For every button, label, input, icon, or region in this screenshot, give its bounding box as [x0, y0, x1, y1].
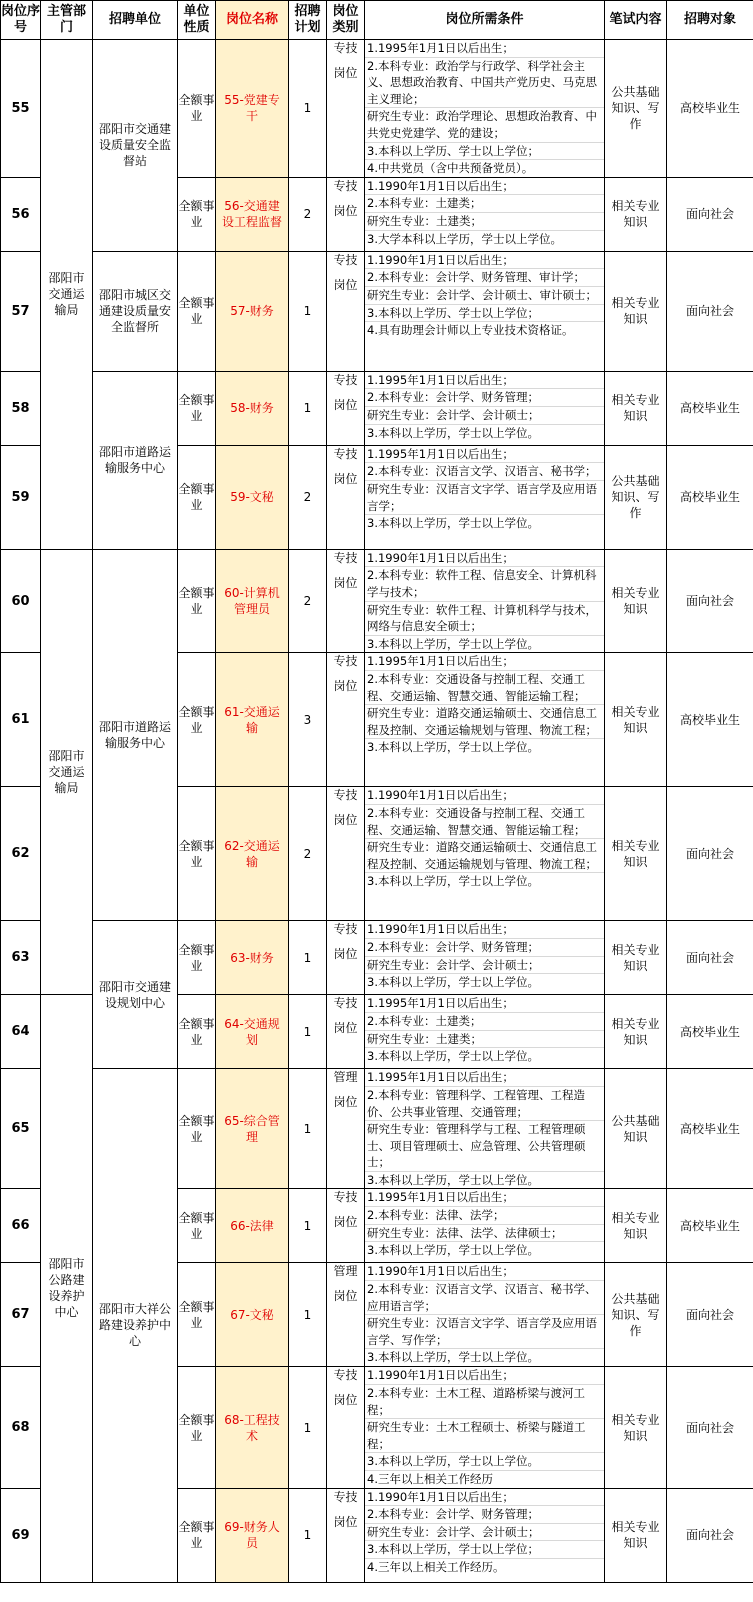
condition-line: 2.本科专业：管理科学、工程管理、工程造价、公共事业管理、交通管理；	[365, 1087, 604, 1121]
category-line: 专技	[333, 922, 358, 937]
nature-cell: 全额事业	[178, 1263, 216, 1367]
condition-line: 3.本科以上学历，学士以上学位。	[367, 975, 539, 990]
dept-cell: 邵阳市公路建设养护中心	[41, 995, 93, 1582]
target-cell: 高校毕业生	[667, 653, 753, 787]
condition-line: 研究生专业：会计学、会计硕士、审计硕士；	[365, 287, 604, 305]
condition-line: 1.1990年1月1日以后出生；	[365, 1367, 604, 1385]
header-exam: 笔试内容	[605, 1, 667, 40]
condition-line: 2.本科专业：会计学、财务管理；	[365, 1506, 604, 1524]
category-line: 专技	[333, 1489, 358, 1504]
exam-cell: 相关专业知识	[605, 995, 667, 1069]
post-name-cell: 61-交通运输	[216, 653, 289, 787]
post-name-cell: 58-财务	[216, 371, 289, 445]
target-cell: 高校毕业生	[667, 1189, 753, 1263]
conditions-cell	[365, 653, 605, 787]
category-line: 岗位	[333, 575, 358, 590]
condition-line: 3.本科以上学历，学士以上学位。	[367, 425, 539, 440]
category-line: 专技	[333, 1190, 358, 1205]
target-cell: 面向社会	[667, 177, 753, 251]
post-name-cell: 69-财务人员	[216, 1488, 289, 1582]
dept-cell: 邵阳市交通运输局	[41, 549, 93, 995]
condition-line: 2.本科专业：会计学、财务管理；	[365, 939, 604, 957]
plan-cell: 2	[289, 177, 327, 251]
row-index: 59	[1, 445, 41, 549]
condition-line: 1.1990年1月1日以后出生；	[365, 1263, 604, 1281]
category-line: 岗位	[333, 679, 358, 694]
target-cell: 高校毕业生	[667, 995, 753, 1069]
plan-cell: 2	[289, 549, 327, 653]
post-name-cell: 68-工程技术	[216, 1367, 289, 1488]
conditions-cell	[365, 1263, 605, 1367]
plan-cell: 1	[289, 1263, 327, 1367]
table-row	[1, 921, 753, 995]
row-index: 58	[1, 371, 41, 445]
nature-cell: 全额事业	[178, 177, 216, 251]
row-index: 64	[1, 995, 41, 1069]
condition-line: 2.本科专业：软件工程、信息安全、计算机科学与技术；	[365, 567, 604, 601]
condition-line: 4.具有助理会计师以上专业技术资格证。	[367, 323, 574, 338]
nature-cell: 全额事业	[178, 40, 216, 178]
exam-cell: 相关专业知识	[605, 1189, 667, 1263]
condition-line: 研究生专业：土建类；	[365, 213, 604, 231]
condition-line: 4.中共党员（含中共预备党员）。	[367, 161, 534, 176]
row-index: 66	[1, 1189, 41, 1263]
condition-line: 4.三年以上相关工作经历。	[367, 1560, 505, 1574]
category-line: 岗位	[333, 1393, 358, 1408]
unit-cell: 邵阳市城区交通建设质量安全监督所	[93, 251, 178, 371]
category-line: 岗位	[333, 1289, 358, 1304]
target-cell: 面向社会	[667, 251, 753, 371]
post-name-cell: 66-法律	[216, 1189, 289, 1263]
conditions-cell	[365, 177, 605, 251]
nature-cell: 全额事业	[178, 787, 216, 921]
target-cell: 高校毕业生	[667, 445, 753, 549]
category-line: 岗位	[333, 947, 358, 962]
condition-line: 2.本科专业：土建类；	[365, 1013, 604, 1031]
condition-line: 2.本科专业：土建类；	[365, 195, 604, 213]
row-index: 65	[1, 1069, 41, 1189]
category-gap	[327, 1206, 364, 1214]
plan-cell: 1	[289, 1367, 327, 1488]
condition-line: 1.1995年1月1日以后出生；	[365, 446, 604, 464]
post-name-cell: 59-文秘	[216, 445, 289, 549]
condition-line: 3.本科以上学历，学士以上学位。	[367, 1049, 539, 1064]
unit-cell: 邵阳市道路运输服务中心	[93, 549, 178, 921]
condition-line: 1.1990年1月1日以后出生；	[365, 178, 604, 196]
category-gap	[327, 670, 364, 678]
condition-line: 3.大学本科以上学历，学士以上学位。	[367, 231, 562, 246]
category-cell	[327, 653, 365, 787]
exam-cell: 相关专业知识	[605, 653, 667, 787]
header-dept: 主管部门	[41, 1, 93, 40]
target-cell: 面向社会	[667, 1488, 753, 1582]
post-name-cell: 63-财务	[216, 921, 289, 995]
plan-cell: 1	[289, 251, 327, 371]
dept-cell: 邵阳市交通运输局	[41, 40, 93, 550]
header-nature: 单位性质	[178, 1, 216, 40]
category-gap	[327, 57, 364, 65]
post-name-cell: 64-交通规划	[216, 995, 289, 1069]
conditions-cell	[365, 1189, 605, 1263]
post-name-cell: 62-交通运输	[216, 787, 289, 921]
nature-cell: 全额事业	[178, 995, 216, 1069]
header-category: 岗位类别	[327, 1, 365, 40]
condition-line: 研究生专业：汉语言文字学、语言学及应用语言学、写作学；	[365, 1315, 604, 1349]
category-line: 岗位	[333, 471, 358, 486]
header-plan: 招聘计划	[289, 1, 327, 40]
condition-line: 3.本科以上学历，学士以上学位。	[367, 874, 539, 889]
condition-line: 1.1995年1月1日以后出生；	[365, 372, 604, 390]
category-cell	[327, 177, 365, 251]
table-row	[1, 1069, 753, 1189]
category-line: 专技	[333, 178, 358, 193]
table-row	[1, 549, 753, 653]
category-gap	[327, 938, 364, 946]
exam-cell: 公共基础知识、写作	[605, 40, 667, 178]
nature-cell: 全额事业	[178, 1367, 216, 1488]
category-cell	[327, 1263, 365, 1367]
category-line: 岗位	[333, 203, 358, 218]
category-gap	[327, 1280, 364, 1288]
category-gap	[327, 389, 364, 397]
condition-line: 研究生专业：会计学、会计硕士；	[365, 957, 604, 975]
condition-line: 3.本科以上学历、学士以上学位；	[365, 143, 604, 161]
condition-line: 1.1995年1月1日以后出生；	[365, 1069, 604, 1087]
category-cell	[327, 1367, 365, 1488]
target-cell: 面向社会	[667, 1263, 753, 1367]
target-cell: 高校毕业生	[667, 40, 753, 178]
category-line: 管理	[333, 1070, 358, 1085]
conditions-cell	[365, 1367, 605, 1488]
category-cell	[327, 1069, 365, 1189]
nature-cell: 全额事业	[178, 1069, 216, 1189]
category-line: 岗位	[333, 1514, 358, 1529]
condition-line: 研究生专业：土建类；	[365, 1031, 604, 1049]
target-cell: 高校毕业生	[667, 1069, 753, 1189]
category-line: 岗位	[333, 1095, 358, 1110]
condition-line: 1.1995年1月1日以后出生；	[365, 1189, 604, 1207]
condition-line: 2.本科专业：汉语言文学、汉语言、秘书学；	[365, 463, 604, 481]
plan-cell: 1	[289, 1189, 327, 1263]
category-line: 专技	[333, 1368, 358, 1383]
exam-cell: 相关专业知识	[605, 177, 667, 251]
category-line: 岗位	[333, 813, 358, 828]
table-row	[1, 371, 753, 445]
category-gap	[327, 463, 364, 471]
condition-line: 1.1990年1月1日以后出生；	[365, 1489, 604, 1507]
category-cell	[327, 1189, 365, 1263]
category-line: 岗位	[333, 66, 358, 80]
nature-cell: 全额事业	[178, 251, 216, 371]
condition-line: 研究生专业：汉语言文字学、语言学及应用语言学；	[365, 481, 604, 515]
row-index: 69	[1, 1488, 41, 1582]
conditions-cell	[365, 1488, 605, 1582]
category-cell	[327, 549, 365, 653]
condition-line: 研究生专业：道路交通运输硕士、交通信息工程及控制、交通运输规划与管理、物流工程；	[365, 839, 604, 873]
conditions-cell	[365, 1069, 605, 1189]
condition-line: 研究生专业：法律、法学、法律硕士；	[365, 1225, 604, 1243]
nature-cell: 全额事业	[178, 1488, 216, 1582]
post-name-cell: 57-财务	[216, 251, 289, 371]
condition-line: 研究生专业：政治学理论、思想政治教育、中共党史党建学、党的建设；	[365, 108, 604, 142]
post-name-cell: 67-文秘	[216, 1263, 289, 1367]
unit-cell: 邵阳市交通建设质量安全监督站	[93, 40, 178, 252]
exam-cell: 相关专业知识	[605, 549, 667, 653]
plan-cell: 1	[289, 995, 327, 1069]
exam-cell: 相关专业知识	[605, 1488, 667, 1582]
condition-line: 研究生专业：会计学、会计硕士；	[365, 1524, 604, 1542]
nature-cell: 全额事业	[178, 371, 216, 445]
category-gap	[327, 1384, 364, 1392]
condition-line: 2.本科专业：政治学与行政学、科学社会主义、思想政治教育、中国共产党历史、马克思主义理论；	[365, 58, 604, 109]
category-cell	[327, 251, 365, 371]
table-row	[1, 251, 753, 371]
category-line: 专技	[333, 41, 358, 55]
exam-cell: 相关专业知识	[605, 921, 667, 995]
row-index: 55	[1, 40, 41, 178]
header-unit: 招聘单位	[93, 1, 178, 40]
category-gap	[327, 804, 364, 812]
nature-cell: 全额事业	[178, 1189, 216, 1263]
category-cell	[327, 1488, 365, 1582]
post-name-cell: 65-综合管理	[216, 1069, 289, 1189]
nature-cell: 全额事业	[178, 549, 216, 653]
exam-cell: 公共基础知识、写作	[605, 1263, 667, 1367]
target-cell: 面向社会	[667, 1367, 753, 1488]
category-cell	[327, 921, 365, 995]
plan-cell: 1	[289, 371, 327, 445]
target-cell: 面向社会	[667, 787, 753, 921]
condition-line: 2.本科专业：会计学、财务管理、审计学；	[365, 269, 604, 287]
row-index: 62	[1, 787, 41, 921]
category-line: 岗位	[333, 1021, 358, 1036]
plan-cell: 3	[289, 653, 327, 787]
category-gap	[327, 1012, 364, 1020]
exam-cell: 公共基础知识、写作	[605, 445, 667, 549]
condition-line: 1.1990年1月1日以后出生；	[365, 252, 604, 270]
conditions-cell	[365, 995, 605, 1069]
conditions-cell	[365, 921, 605, 995]
condition-line: 3.本科以上学历、学士以上学位；	[365, 305, 604, 323]
condition-line: 1.1990年1月1日以后出生；	[365, 921, 604, 939]
plan-cell: 2	[289, 787, 327, 921]
condition-line: 1.1995年1月1日以后出生；	[365, 40, 604, 58]
condition-line: 2.本科专业：法律、法学；	[365, 1207, 604, 1225]
condition-line: 3.本科以上学历，学士以上学位。	[367, 1350, 539, 1365]
condition-line: 研究生专业：软件工程、计算机科学与技术，网络与信息安全硕士；	[365, 602, 604, 636]
exam-cell: 相关专业知识	[605, 371, 667, 445]
conditions-cell	[365, 445, 605, 549]
condition-line: 4.三年以上相关工作经历	[367, 1472, 493, 1487]
condition-line: 1.1990年1月1日以后出生；	[365, 550, 604, 568]
condition-line: 3.本科以上学历，学士以上学位；	[365, 1541, 604, 1559]
condition-line: 3.本科以上学历，学士以上学位。	[367, 1172, 539, 1187]
category-gap	[327, 1086, 364, 1094]
category-line: 专技	[333, 372, 358, 387]
category-gap	[327, 567, 364, 575]
target-cell: 面向社会	[667, 549, 753, 653]
condition-line: 2.本科专业：土木工程、道路桥梁与渡河工程；	[365, 1385, 604, 1419]
category-line: 专技	[333, 252, 358, 267]
category-line: 专技	[333, 996, 358, 1011]
condition-line: 研究生专业：道路交通运输硕士、交通信息工程及控制、交通运输规划与管理、物流工程；	[365, 705, 604, 739]
plan-cell: 1	[289, 921, 327, 995]
category-gap	[327, 1506, 364, 1514]
category-line: 岗位	[333, 277, 358, 292]
category-cell	[327, 787, 365, 921]
category-line: 专技	[333, 654, 358, 669]
plan-cell: 1	[289, 1488, 327, 1582]
header-target: 招聘对象	[667, 1, 753, 40]
category-cell	[327, 40, 365, 178]
category-gap	[327, 195, 364, 203]
category-line: 管理	[333, 1264, 358, 1279]
conditions-cell	[365, 371, 605, 445]
exam-cell: 公共基础知识	[605, 1069, 667, 1189]
category-gap	[327, 269, 364, 277]
conditions-cell	[365, 251, 605, 371]
condition-line: 研究生专业：管理科学与工程、工程管理硕士、项目管理硕士、应急管理、公共管理硕士；	[365, 1121, 604, 1172]
conditions-cell	[365, 787, 605, 921]
header-row	[1, 1, 753, 40]
conditions-cell	[365, 40, 605, 178]
unit-cell: 邵阳市大祥公路建设养护中心	[93, 1069, 178, 1582]
row-index: 56	[1, 177, 41, 251]
condition-line: 3.本科以上学历，学士以上学位。	[367, 1243, 539, 1258]
nature-cell: 全额事业	[178, 653, 216, 787]
conditions-cell	[365, 549, 605, 653]
condition-line: 研究生专业：土木工程硕士、桥梁与隧道工程；	[365, 1419, 604, 1453]
exam-cell: 相关专业知识	[605, 251, 667, 371]
category-line: 专技	[333, 788, 358, 803]
condition-line: 1.1990年1月1日以后出生；	[365, 787, 604, 805]
condition-line: 2.本科专业：交通设备与控制工程、交通工程、交通运输、智慧交通、智能运输工程；	[365, 671, 604, 705]
category-cell	[327, 995, 365, 1069]
nature-cell: 全额事业	[178, 921, 216, 995]
header-conditions: 岗位所需条件	[365, 1, 605, 40]
condition-line: 3.本科以上学历，学士以上学位。	[367, 636, 539, 651]
category-cell	[327, 445, 365, 549]
condition-line: 2.本科专业：会计学、财务管理；	[365, 389, 604, 407]
unit-cell: 邵阳市道路运输服务中心	[93, 371, 178, 549]
header-post: 岗位名称	[216, 1, 289, 40]
row-index: 61	[1, 653, 41, 787]
target-cell: 面向社会	[667, 921, 753, 995]
exam-cell: 相关专业知识	[605, 787, 667, 921]
post-name-cell: 55-党建专干	[216, 40, 289, 178]
row-index: 68	[1, 1367, 41, 1488]
category-line: 岗位	[333, 1215, 358, 1230]
category-cell	[327, 371, 365, 445]
row-index: 60	[1, 549, 41, 653]
category-line: 专技	[333, 550, 358, 565]
unit-cell: 邵阳市交通建设规划中心	[93, 921, 178, 1069]
row-index: 57	[1, 251, 41, 371]
table-row	[1, 40, 753, 178]
condition-line: 2.本科专业：交通设备与控制工程、交通工程、交通运输、智慧交通、智能运输工程；	[365, 805, 604, 839]
condition-line: 2.本科专业：汉语言文学、汉语言、秘书学、应用语言学；	[365, 1281, 604, 1315]
condition-line: 1.1995年1月1日以后出生；	[365, 995, 604, 1013]
plan-cell: 1	[289, 40, 327, 178]
category-line: 专技	[333, 446, 358, 461]
post-name-cell: 60-计算机管理员	[216, 549, 289, 653]
table-body	[1, 40, 753, 1583]
condition-line: 3.本科以上学历，学士以上学位。	[367, 516, 539, 531]
exam-cell: 相关专业知识	[605, 1367, 667, 1488]
target-cell: 高校毕业生	[667, 371, 753, 445]
row-index: 63	[1, 921, 41, 995]
nature-cell: 全额事业	[178, 445, 216, 549]
condition-line: 3.本科以上学历，学士以上学位。	[367, 740, 539, 755]
condition-line: 3.本科以上学历，学士以上学位。	[365, 1453, 604, 1471]
category-line: 岗位	[333, 397, 358, 412]
condition-line: 研究生专业：会计学、会计硕士；	[365, 407, 604, 425]
plan-cell: 1	[289, 1069, 327, 1189]
plan-cell: 2	[289, 445, 327, 549]
header-index: 岗位序号	[1, 1, 41, 40]
row-index: 67	[1, 1263, 41, 1367]
post-name-cell: 56-交通建设工程监督	[216, 177, 289, 251]
condition-line: 1.1995年1月1日以后出生；	[365, 653, 604, 671]
